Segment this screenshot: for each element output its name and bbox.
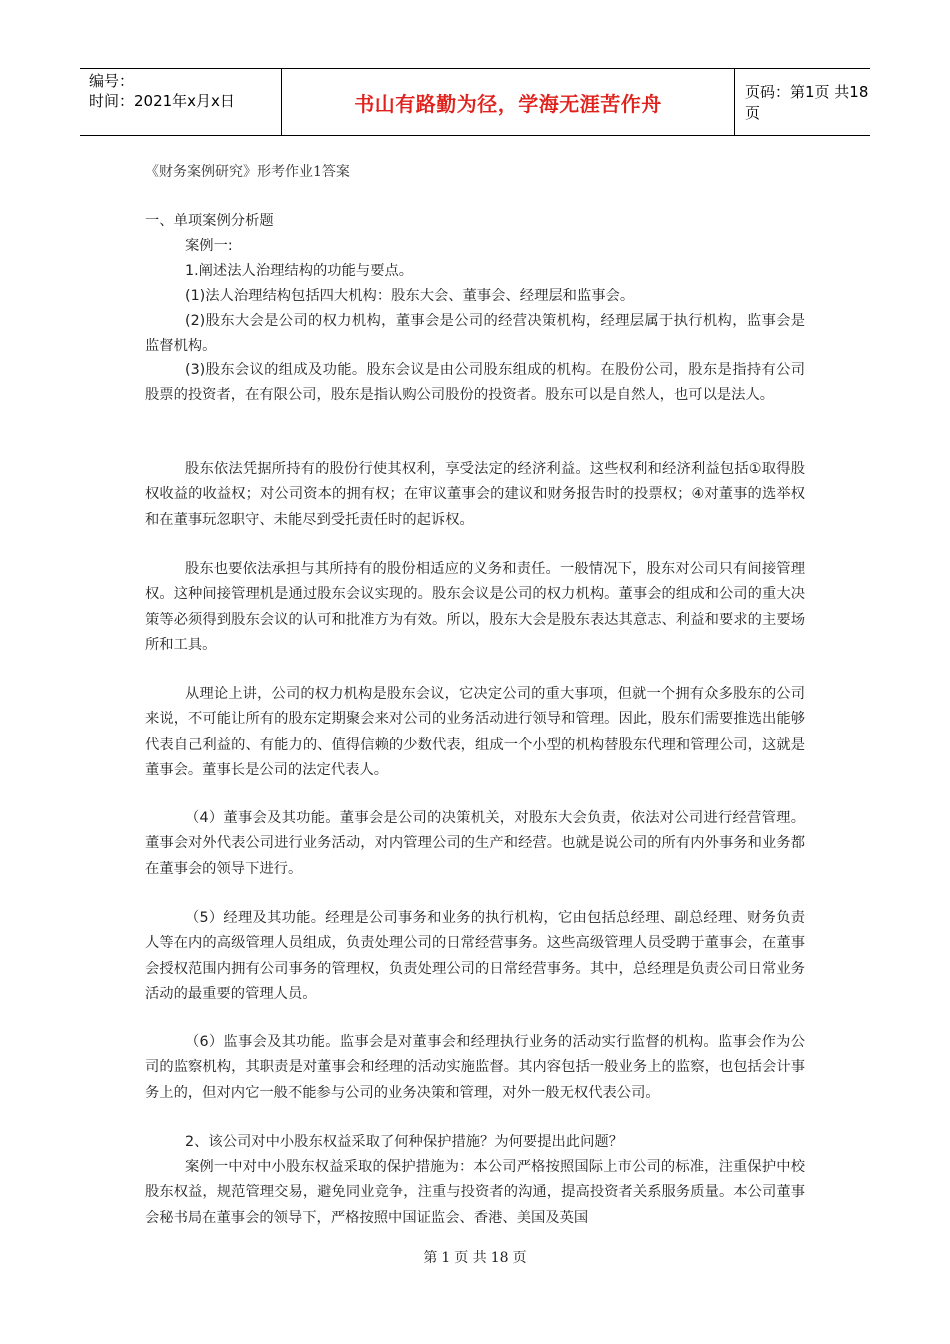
- document-title: 《财务案例研究》形考作业1答案: [145, 164, 350, 180]
- footer-middle: 页 共: [454, 1250, 487, 1266]
- header-motto: 书山有路勤为径，学海无涯苦作舟: [282, 69, 735, 135]
- time-label: 时间：2021年x月x日: [89, 92, 235, 110]
- page-header: [80, 68, 870, 136]
- paragraph-6: 从理论上讲，公司的权力机构是股东会议，它决定公司的重大事项，但就一个拥有众多股东的公司来说，不可能让所有的股东定期聚会来对公司的业务活动进行领导和管理。因此，股东们需要推选出能够代表自己利益的、有能力的、值得信赖的少数代表，组成一个小型的机构替股东代理和管理公司，这就是董事会。董事长是公司的法定代表人。: [145, 686, 805, 778]
- paragraph-10: 案例一中对中小股东权益采取的保护措施为：本公司严格按照国际上市公司的标准，注重保护中校股东权益，规范管理交易，避免同业竞争，注重与投资者的沟通，提高投资者关系服务质量。本公司董事会秘书局在董事会的领导下，严格按照中国证监会、香港、美国及英国: [145, 1159, 805, 1226]
- question-2: 2、该公司对中小股东权益采取了何种保护措施？为何要提出此问题？: [185, 1134, 623, 1150]
- paragraph-5: 股东也要依法承担与其所持有的股份相适应的义务和责任。一般情况下，股东对公司只有间接管理权。这种间接管理机是通过股东会议实现的。股东会议是公司的权力机构。董事会的组成和公司的重大决策等必须得到股东会议的认可和批准方为有效。所以，股东大会是股东表达其意志、利益和要求的主要场所和工具。: [145, 561, 805, 653]
- page-footer: [0, 1247, 950, 1267]
- section-heading: 一、单项案例分析题: [145, 213, 274, 229]
- question-1: 1.阐述法人治理结构的功能与要点。: [185, 263, 414, 279]
- footer-prefix: 第: [423, 1250, 438, 1266]
- number-label: 编号：: [89, 72, 135, 90]
- paragraph-9: （6）监事会及其功能。监事会是对董事会和经理执行业务的活动实行监督的机构。监事会作为公司的监察机构，其职责是对董事会和经理的活动实施监督。其内容包括一般业务上的监察，也包括会计事务上的，但对内它一般不能参与公司的业务决策和管理，对外一般无权代表公司。: [145, 1034, 805, 1101]
- paragraph-7: （4）董事会及其功能。董事会是公司的决策机关，对股东大会负责，依法对公司进行经营管理。董事会对外代表公司进行业务活动，对内管理公司的生产和经营。也就是说公司的所有内外事务和业务都在董事会的领导下进行。: [145, 810, 805, 877]
- paragraph-4: 股东依法凭据所持有的股份行使其权利，享受法定的经济利益。这些权利和经济利益包括①取得股权收益的收益权；对公司资本的拥有权；在审议董事会的建议和财务报告时的投票权；④对董事的选举权和在董事玩忽职守、未能尽到受托责任时的起诉权。: [145, 461, 805, 528]
- paragraph-8: （5）经理及其功能。经理是公司事务和业务的执行机构，它由包括总经理、副总经理、财务负责人等在内的高级管理人员组成，负责处理公司的日常经营事务。这些高级管理人员受聘于董事会，在董事会授权范围内拥有公司事务的管理权，负责处理公司的日常经营事务。其中，总经理是负责公司日常业务活动的最重要的管理人员。: [145, 910, 805, 1002]
- footer-suffix: 页: [512, 1250, 527, 1266]
- paragraph-3: (3)股东会议的组成及功能。股东会议是由公司股东组成的机构。在股份公司，股东是指持有公司股票的投资者，在有限公司，股东是指认购公司股份的投资者。股东可以是自然人，也可以是法人。: [145, 362, 805, 404]
- case-label: 案例一:: [185, 238, 233, 254]
- paragraph-2: (2)股东大会是公司的权力机构，董事会是公司的经营决策机构，经理层属于执行机构，监事会是监督机构。: [145, 313, 805, 355]
- footer-page-number: 1: [441, 1250, 451, 1266]
- header-meta: [80, 69, 282, 135]
- paragraph-1: (1)法人治理结构包括四大机构：股东大会、董事会、经理层和监事会。: [185, 288, 635, 304]
- header-page-info: 页码：第1页 共18页: [745, 83, 869, 122]
- footer-total-pages: 18: [490, 1250, 509, 1266]
